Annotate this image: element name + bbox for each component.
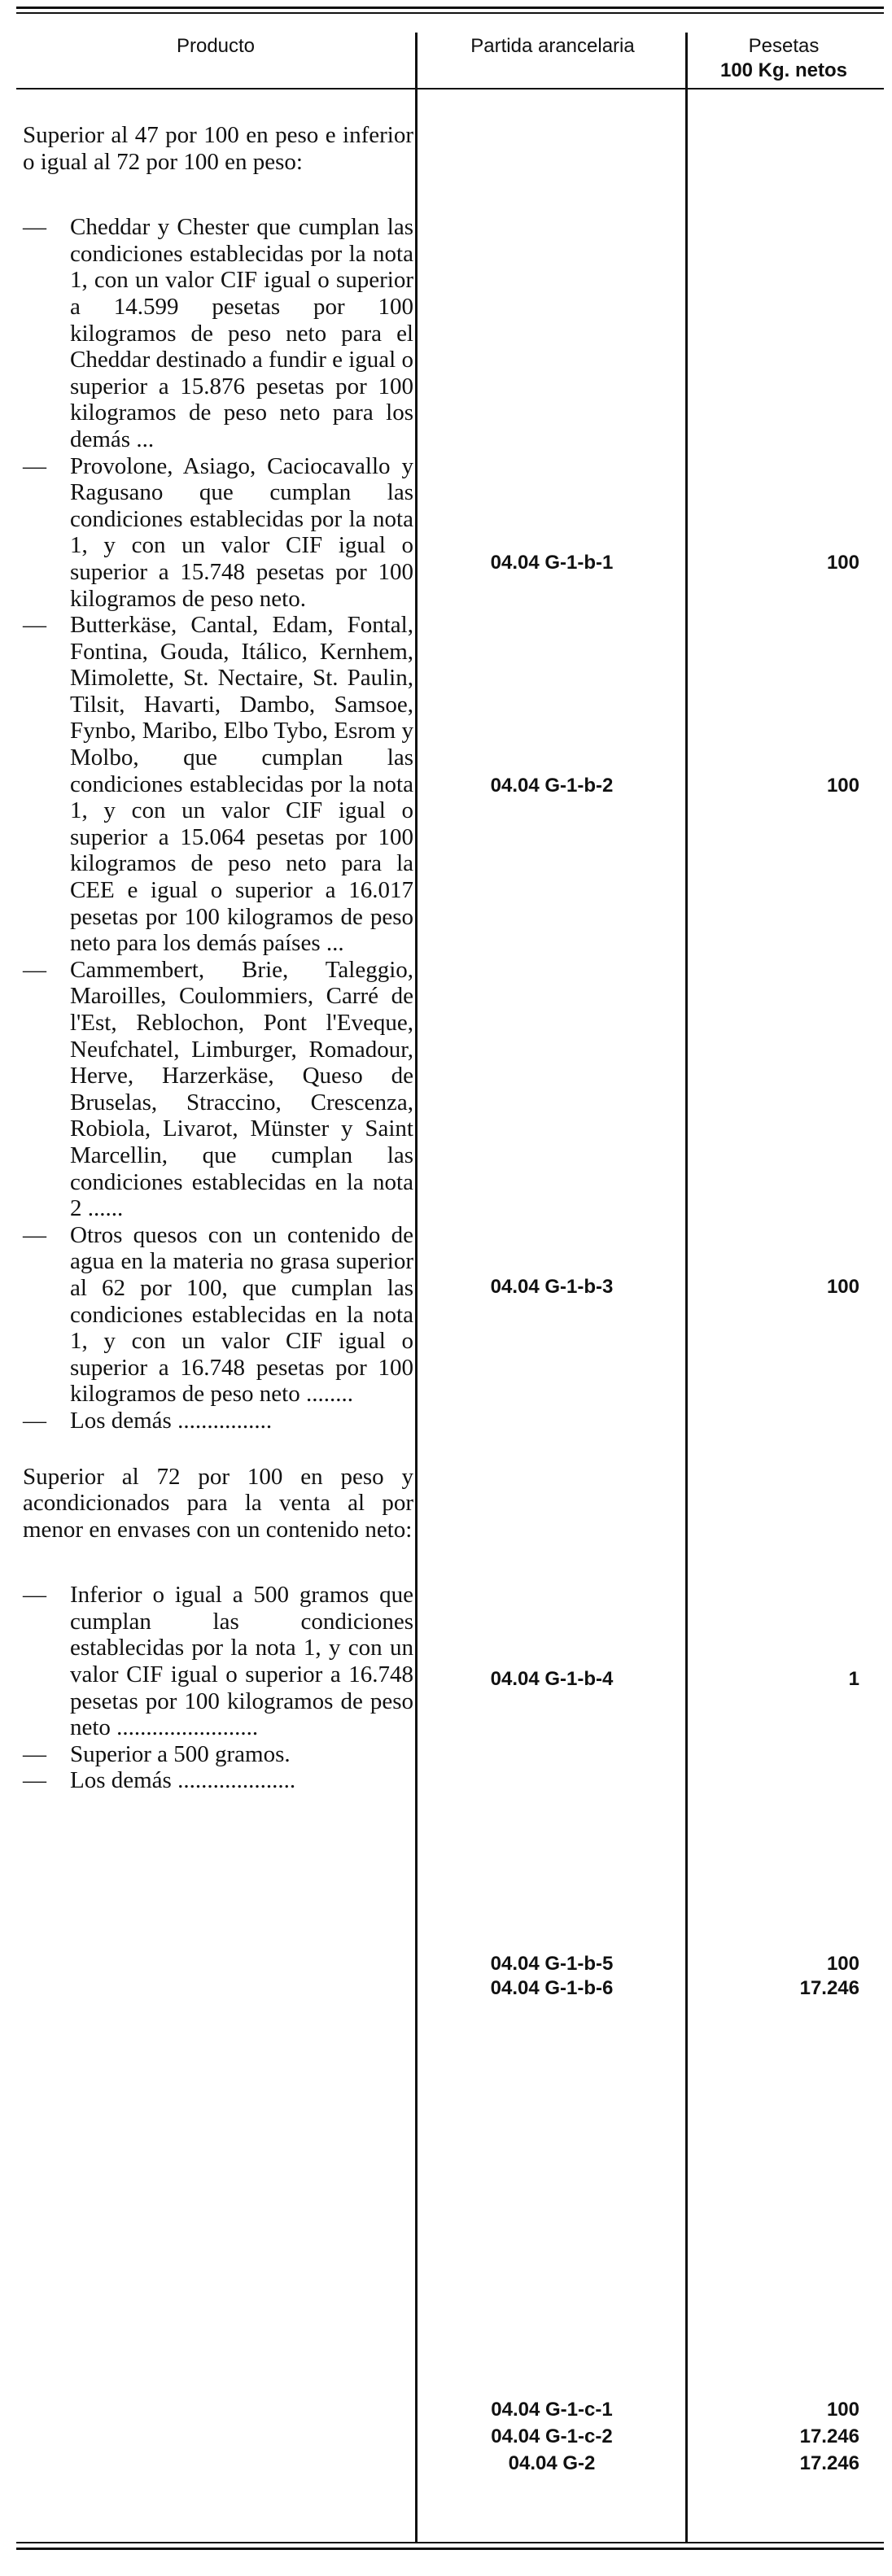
top-rule-2 (16, 12, 884, 14)
item-los-demas-2: — Los demás .................... (23, 1767, 296, 1794)
header-partida: Partida arancelaria (470, 35, 635, 57)
item-text: Inferior o igual a 500 gramos que cumplan las condiciones establecidas por la nota 1, y con un valor CIF igual o superior a 16.748 pesetas por 100 kilogramos de peso neto ........................ (70, 1582, 413, 1741)
item-text: Superior a 500 gramos. (70, 1740, 291, 1767)
divider-1 (415, 33, 418, 2543)
code-cell: 04.04 G-1-c-1 (491, 2399, 613, 2421)
value-cell: 17.246 (799, 2452, 859, 2474)
item-cheddar: — Cheddar y Chester que cumplan las condiciones establecidas por la nota 1, con un valor CIF igual o superior a 14.599 pesetas por 100 kilogramos de peso neto para el Cheddar destinado a fundir e igual o superior a 15.876 pesetas por 100 kilogramos de peso neto para los demás ... (23, 214, 413, 452)
code-cell: 04.04 G-1-b-3 (490, 1276, 614, 1298)
value-cell: 17.246 (799, 2425, 859, 2447)
value-cell: 100 (826, 1276, 859, 1298)
item-text: Los demás .................... (70, 1767, 296, 1794)
value-cell: 100 (826, 2399, 859, 2421)
item-otros-quesos: — Otros quesos con un contenido de agua en la materia no grasa superior al 62 por 100, que cumplan las condiciones establecidas en la nota 1, y con un valor CIF igual o superior a 16.748 pesetas por 100 kilogramos de peso neto ........ (23, 1221, 413, 1408)
section2-intro: Superior al 72 por 100 en peso y acondicionados para la venta al por menor en envases con un contenido neto: (23, 1463, 413, 1543)
section1-intro: Superior al 47 por 100 en peso e inferior o igual al 72 por 100 en peso: (23, 122, 413, 175)
value-cell: 1 (848, 1668, 859, 1690)
header-rule (16, 88, 884, 90)
header-pesetas (690, 34, 877, 83)
item-text: Provolone, Asiago, Caciocavallo y Ragusano que cumplan las condiciones establecidas por la nota 1, y con un valor CIF igual o superior a 15.748 pesetas por 100 kilogramos de peso neto. (70, 452, 413, 612)
item-los-demas-1: — Los demás ................ (23, 1407, 273, 1434)
item-superior-500: — Superior a 500 gramos. (23, 1740, 291, 1767)
item-text: Butterkäse, Cantal, Edam, Fontal, Fontina, Gouda, Itálico, Kernhem, Mimolette, St. Nectaire, St. Paulin, Tilsit, Havarti, Dambo, Samsoe, Fynbo, Maribo, Elbo Tybo, Esrom y Molbo, que cumplan las condiciones establecidas por la nota 1, y con un valor CIF igual o superior a 15.064 pesetas por 100 kilogramos de peso neto para la CEE e igual o superior a 16.017 pesetas por 100 kilogramos de peso neto para los demás países ... (70, 612, 413, 957)
code-cell: 04.04 G-1-b-1 (490, 552, 614, 574)
products-column (23, 122, 413, 1794)
code-cell: 04.04 G-1-b-5 (490, 1953, 614, 1975)
header-pesetas-line1: Pesetas (748, 35, 820, 57)
bottom-rule (16, 2542, 884, 2543)
code-cell: 04.04 G-1-c-2 (491, 2425, 613, 2447)
top-rule (16, 7, 884, 9)
header-producto: Producto (176, 35, 256, 57)
item-text: Otros quesos con un contenido de agua en la materia no grasa superior al 62 por 100, que cumplan las condiciones establecidas en la nota 1, y con un valor CIF igual o superior a 16.748 pesetas por 100 kilogramos de peso neto ........ (70, 1221, 413, 1408)
code-cell: 04.04 G-1-b-6 (490, 1977, 614, 1999)
item-provolone: — Provolone, Asiago, Caciocavallo y Ragusano que cumplan las condiciones establecidas por la nota 1, y con un valor CIF igual o superior a 15.748 pesetas por 100 kilogramos de peso neto. (23, 452, 413, 612)
value-cell: 100 (826, 775, 859, 797)
code-cell: 04.04 G-1-b-4 (490, 1668, 614, 1690)
item-text: Cammembert, Brie, Taleggio, Maroilles, Coulommiers, Carré de l'Est, Reblochon, Pont l'Eveque, Neufchatel, Limburger, Romadour, Herve, Harzerkäse, Queso de Bruselas, Straccino, Crescenza, Robiola, Livarot, Münster y Saint Marcellin, que cumplan las condiciones establecidas en la nota 2 ...... (70, 956, 413, 1222)
item-inferior-500: — Inferior o igual a 500 gramos que cumplan las condiciones establecidas por la nota 1, y con un valor CIF igual o superior a 16.748 pesetas por 100 kilogramos de peso neto ........................ (23, 1582, 413, 1741)
value-cell: 100 (826, 1953, 859, 1975)
code-cell: 04.04 G-1-b-2 (490, 775, 614, 797)
item-text: Los demás ................ (70, 1407, 273, 1434)
item-cammembert: — Cammembert, Brie, Taleggio, Maroilles, Coulommiers, Carré de l'Est, Reblochon, Pont l'Eveque, Neufchatel, Limburger, Romadour, Herve, Harzerkäse, Queso de Bruselas, Straccino, Crescenza, Robiola, Livarot, Münster y Saint Marcellin, que cumplan las condiciones establecidas en la nota 2 ...... (23, 956, 413, 1222)
item-text: Cheddar y Chester que cumplan las condiciones establecidas por la nota 1, con un valor CIF igual o superior a 14.599 pesetas por 100 kilogramos de peso neto para el Cheddar destinado a fundir e igual o superior a 15.876 pesetas por 100 kilogramos de peso neto para los demás ... (70, 214, 413, 452)
value-cell: 17.246 (799, 1977, 859, 1999)
value-cell: 100 (826, 552, 859, 574)
code-cell: 04.04 G-2 (508, 2452, 596, 2474)
item-butterkase: — Butterkäse, Cantal, Edam, Fontal, Fontina, Gouda, Itálico, Kernhem, Mimolette, St. Nectaire, St. Paulin, Tilsit, Havarti, Dambo, Samsoe, Fynbo, Maribo, Elbo Tybo, Esrom y Molbo, que cumplan las condiciones establecidas por la nota 1, y con un valor CIF igual o superior a 15.064 pesetas por 100 kilogramos de peso neto para la CEE e igual o superior a 16.017 pesetas por 100 kilogramos de peso neto para los demás países ... (23, 612, 413, 957)
divider-2 (685, 33, 688, 2543)
bottom-rule-2 (16, 2548, 884, 2550)
header-pesetas-line2: 100 Kg. netos (719, 59, 848, 81)
